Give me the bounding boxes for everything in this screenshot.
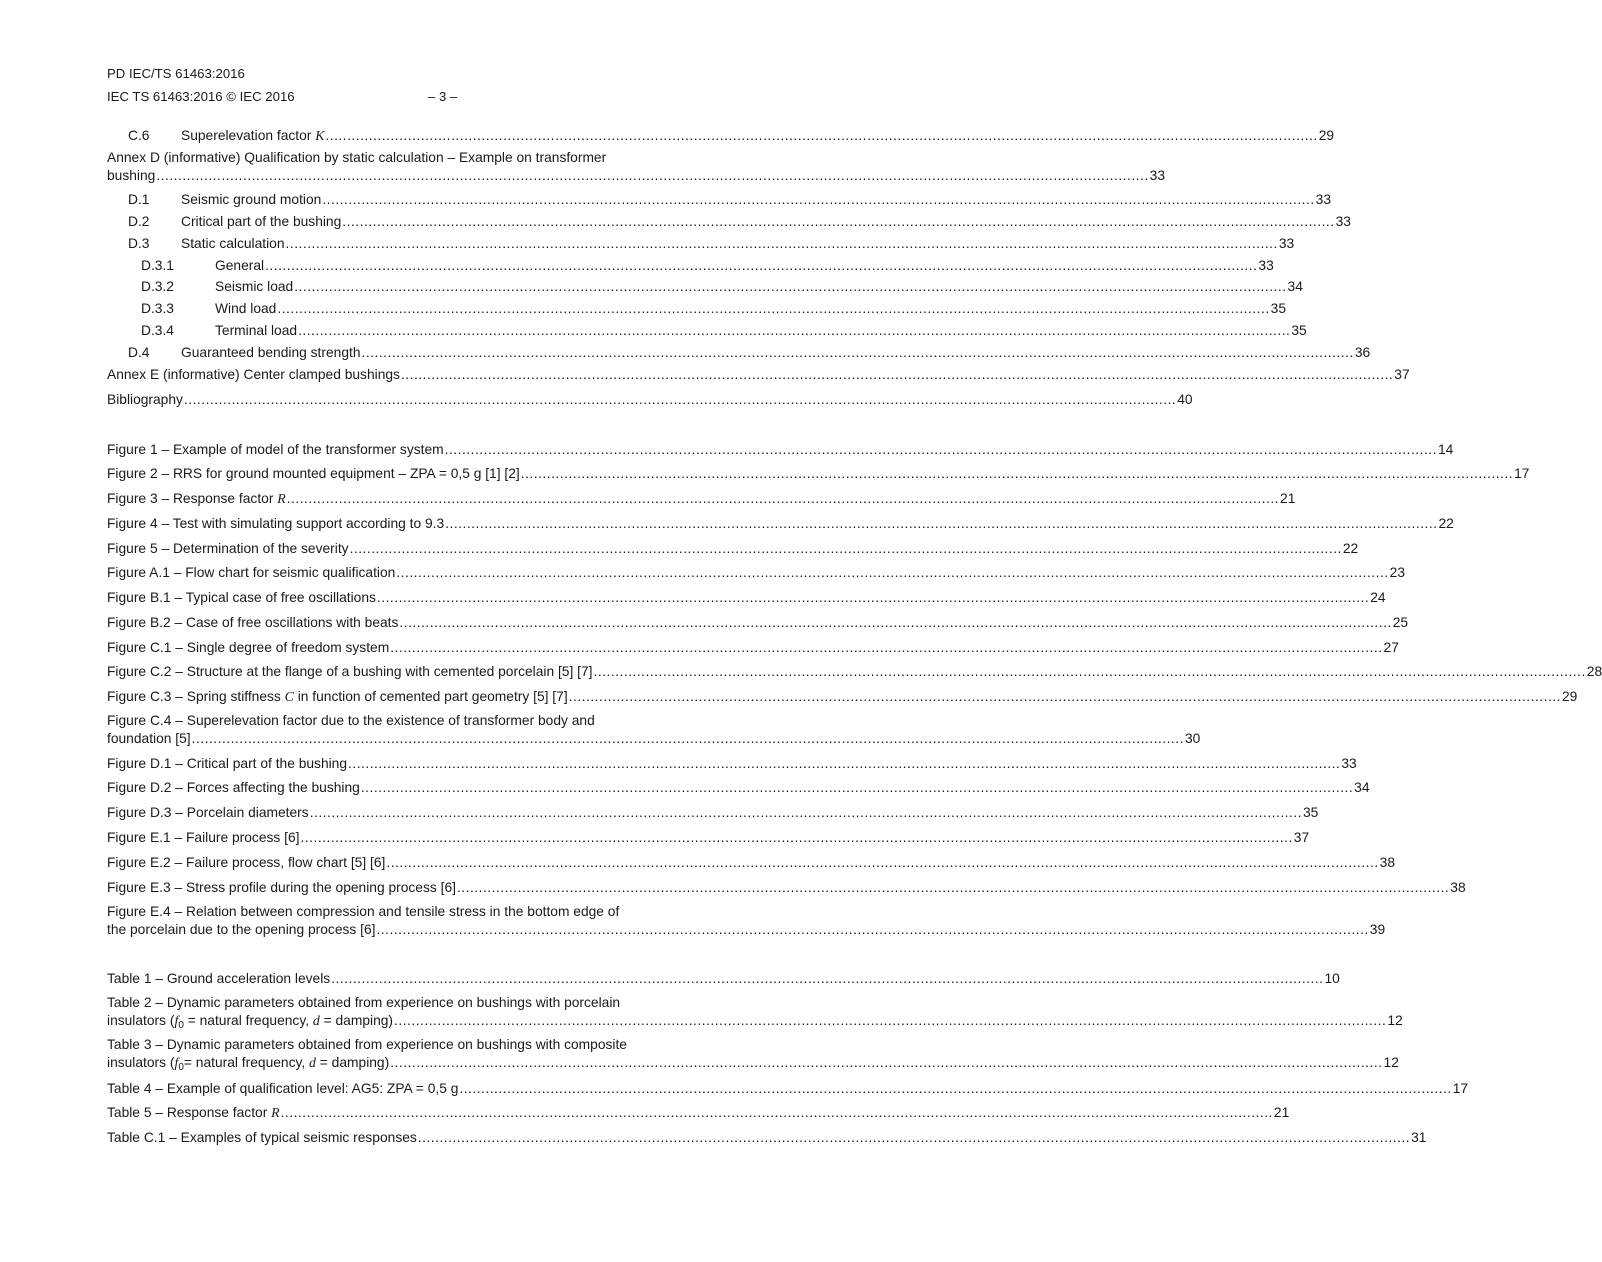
- figure-entry[interactable]: Figure D.2 – Forces affecting the bushing ..................................................................................................................................................................................................................................... 34: [107, 780, 1370, 795]
- figure-entry[interactable]: Figure 3 – Response factor R ..................................................................................................................................................................................................................................... 21: [107, 491, 1296, 506]
- figure-entry[interactable]: Figure C.3 – Spring stiffness C in function of cemented part geometry [5] [7] ..................................................................................................................................................................................................................................... 29: [107, 689, 1578, 704]
- figure-entry[interactable]: Figure 5 – Determination of the severity ..................................................................................................................................................................................................................................... 22: [107, 541, 1359, 556]
- figure-entry[interactable]: Figure B.2 – Case of free oscillations with beats ..................................................................................................................................................................................................................................... 25: [107, 615, 1409, 630]
- toc-entry-d4[interactable]: D.4 Guaranteed bending strength ..................................................................................................................................................................................................................................... 36: [128, 345, 1371, 360]
- table-entry[interactable]: Table 3 – Dynamic parameters obtained from experience on bushings with composite insulators ($f_0=$ natural frequency, d = damping) ..................................................................................................................................................................................................................................... 12: [107, 1037, 1399, 1073]
- figure-entry[interactable]: Figure 2 – RRS for ground mounted equipment – ZPA = 0,5 g [1] [2] ..................................................................................................................................................................................................................................... 17: [107, 466, 1530, 481]
- toc-entry-d1[interactable]: D.1 Seismic ground motion ..................................................................................................................................................................................................................................... 33: [128, 192, 1332, 207]
- figure-entry[interactable]: Figure E.1 – Failure process [6] ..................................................................................................................................................................................................................................... 37: [107, 830, 1310, 845]
- figure-entry[interactable]: Figure 1 – Example of model of the transformer system ..................................................................................................................................................................................................................................... 14: [107, 442, 1454, 457]
- figure-entry[interactable]: Figure C.2 – Structure at the flange of a bushing with cemented porcelain [5] [7] ..................................................................................................................................................................................................................................... 28: [107, 664, 1602, 679]
- figure-entry[interactable]: Figure E.3 – Stress profile during the opening process [6] ..................................................................................................................................................................................................................................... 38: [107, 880, 1466, 895]
- figure-entry[interactable]: Figure D.1 – Critical part of the bushing ..................................................................................................................................................................................................................................... 33: [107, 756, 1357, 771]
- figure-entry[interactable]: Figure E.4 – Relation between compression and tensile stress in the bottom edge of the porcelain due to the opening process [6] ..................................................................................................................................................................................................................................... 39: [107, 904, 1386, 937]
- figure-entry[interactable]: Figure C.1 – Single degree of freedom system ..................................................................................................................................................................................................................................... 27: [107, 640, 1399, 655]
- figure-entry[interactable]: Figure B.1 – Typical case of free oscillations ..................................................................................................................................................................................................................................... 24: [107, 590, 1386, 605]
- table-entry[interactable]: Table 5 – Response factor R ..................................................................................................................................................................................................................................... 21: [107, 1105, 1290, 1120]
- table-entry[interactable]: Table 1 – Ground acceleration levels ..................................................................................................................................................................................................................................... 10: [107, 971, 1340, 986]
- table-entry[interactable]: Table 2 – Dynamic parameters obtained from experience on bushings with porcelain insulators ($f_0$ = natural frequency, d = damping) ..................................................................................................................................................................................................................................... 12: [107, 995, 1403, 1031]
- table-entry[interactable]: Table 4 – Example of qualification level: AG5: ZPA = 0,5 g ..................................................................................................................................................................................................................................... 17: [107, 1081, 1469, 1096]
- figure-entry[interactable]: Figure E.2 – Failure process, flow chart [5] [6] ..................................................................................................................................................................................................................................... 38: [107, 855, 1396, 870]
- toc-entry-bibliography[interactable]: Bibliography ..................................................................................................................................................................................................................................... 40: [107, 392, 1193, 407]
- toc-entry-d3-4[interactable]: D.3.4 Terminal load ..................................................................................................................................................................................................................................... 35: [141, 323, 1307, 338]
- toc-entry-c6[interactable]: C.6 Superelevation factor K ..................................................................................................................................................................................................................................... 29: [128, 128, 1335, 143]
- page-header: [107, 62, 787, 108]
- toc-entry-annex-d[interactable]: Annex D (informative) Qualification by static calculation – Example on transformer bushing ..................................................................................................................................................................................................................................... 33: [107, 150, 1166, 183]
- figure-entry[interactable]: Figure 4 – Test with simulating support according to 9.3 ..................................................................................................................................................................................................................................... 22: [107, 516, 1454, 531]
- table-entry[interactable]: Table C.1 – Examples of typical seismic responses ..................................................................................................................................................................................................................................... 31: [107, 1130, 1427, 1145]
- toc-entry-d3-1[interactable]: D.3.1 General ..................................................................................................................................................................................................................................... 33: [141, 258, 1274, 273]
- figure-entry[interactable]: Figure A.1 – Flow chart for seismic qualification ..................................................................................................................................................................................................................................... 23: [107, 565, 1405, 580]
- document-id: PD IEC/TS 61463:2016: [107, 66, 245, 81]
- toc-entry-d2[interactable]: D.2 Critical part of the bushing ..................................................................................................................................................................................................................................... 33: [128, 214, 1351, 229]
- header-line-2: [107, 85, 787, 108]
- page-number: – 3 –: [428, 89, 458, 104]
- figure-entry[interactable]: Figure C.4 – Superelevation factor due to the existence of transformer body and foundation [5] ..................................................................................................................................................................................................................................... 30: [107, 713, 1201, 746]
- standard-copyright: IEC TS 61463:2016 © IEC 2016: [107, 89, 295, 104]
- toc-entry-annex-e[interactable]: Annex E (informative) Center clamped bushings ..................................................................................................................................................................................................................................... 37: [107, 367, 1410, 382]
- toc-entry-d3[interactable]: D.3 Static calculation ..................................................................................................................................................................................................................................... 33: [128, 236, 1295, 251]
- toc-entry-d3-3[interactable]: D.3.3 Wind load ..................................................................................................................................................................................................................................... 35: [141, 301, 1287, 316]
- toc-entry-d3-2[interactable]: D.3.2 Seismic load ..................................................................................................................................................................................................................................... 34: [141, 279, 1303, 294]
- figure-entry[interactable]: Figure D.3 – Porcelain diameters ..................................................................................................................................................................................................................................... 35: [107, 805, 1319, 820]
